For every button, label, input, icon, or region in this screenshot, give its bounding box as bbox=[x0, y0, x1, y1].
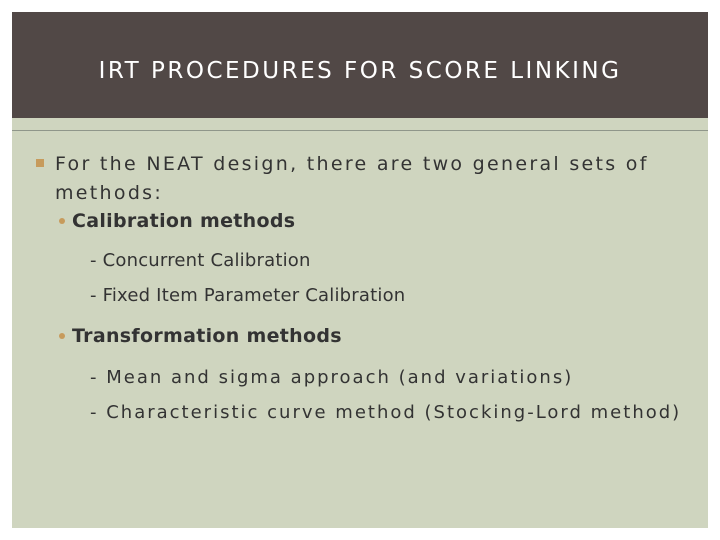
list-item-fixed-item: - Fixed Item Parameter Calibration bbox=[90, 285, 406, 306]
round-bullet-icon bbox=[59, 333, 65, 339]
slide-title: IRT PROCEDURES FOR SCORE LINKING bbox=[98, 58, 622, 84]
square-bullet-icon bbox=[36, 159, 44, 167]
list-item-mean-sigma: - Mean and sigma approach (and variations) bbox=[90, 367, 574, 388]
group-heading-transformation: Transformation methods bbox=[72, 325, 342, 347]
intro-line-2: methods: bbox=[55, 182, 164, 204]
group-heading-calibration: Calibration methods bbox=[72, 210, 296, 232]
intro-line-1: For the NEAT design, there are two general sets of bbox=[55, 153, 649, 175]
divider bbox=[12, 130, 708, 131]
slide bbox=[12, 12, 708, 528]
title-bar bbox=[12, 12, 708, 118]
list-item-characteristic-curve: - Characteristic curve method (Stocking-Lord method) bbox=[90, 402, 682, 423]
list-item-concurrent: - Concurrent Calibration bbox=[90, 250, 311, 271]
round-bullet-icon bbox=[59, 218, 65, 224]
